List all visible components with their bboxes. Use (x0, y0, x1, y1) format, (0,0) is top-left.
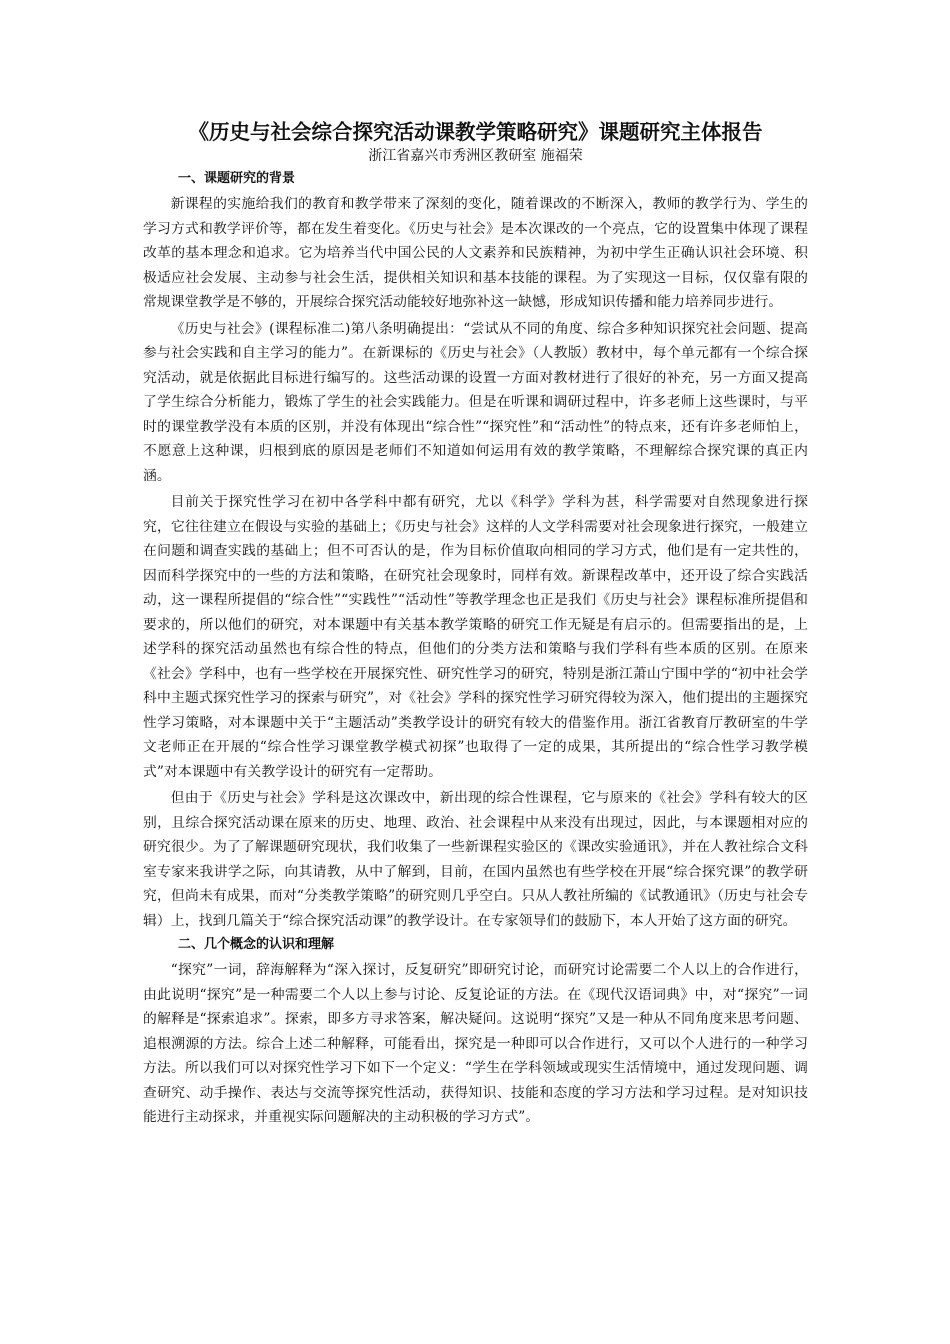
paragraph: 《历史与社会》(课程标准二)第八条明确提出：“尝试从不同的角度、综合多种知识探究社会问题、提高参与社会实践和自主学习的能力”。在新课标的《历史与社会》（人教版）教材中，每个单元都有一个综合探究活动，就是依据此目标进行编写的。这些活动课的设置一方面对教材进行了很好的补充，另一方面又提高了学生综合分析能力，锻炼了学生的社会实践能力。但是在听课和调研过程中，许多老师上这些课时，与平时的课堂教学没有本质的区别，并没有体现出“综合性”“探究性”和“活动性”的特点来，还有许多老师怕上，不愿意上这种课，归根到底的原因是老师们不知道如何运用有效的教学策略，不理解综合探究课的真正内涵。 (143, 320, 808, 484)
section-heading-concepts: 二、几个概念的认识和理解 (178, 937, 335, 952)
section-heading-background: 一、课题研究的背景 (178, 171, 296, 186)
document-page (143, 118, 808, 1130)
paragraph: 但由于《历史与社会》学科是这次课改中，新出现的综合性课程，它与原来的《社会》学科有较大的区别，且综合探究活动课在原来的历史、地理、政治、社会课程中从来没有出现过，因此，与本课题相对应的研究很少。为了了解课题研究现状，我们收集了一些新课程实验区的《课改实验通讯》，并在人教社综合文科室专家来我讲学之际，向其请教，从中了解到，目前，在国内虽然也有些学校在开展“综合探究课”的教学研究，但尚未有成果，而对“分类教学策略”的研究则几乎空白。只从人教社所编的《试教通讯》（历史与社会专辑）上，找到几篇关于“综合探究活动课”的教学设计。在专家领导们的鼓励下，本人开始了这方面的研究。 (143, 790, 808, 929)
paragraph: 新课程的实施给我们的教育和教学带来了深刻的变化，随着课改的不断深入，教师的教学行为、学生的学习方式和教学评价等，都在发生着变化。《历史与社会》是本次课改的一个亮点，它的设置集中体现了课程改革的基本理念和追求。它为培养当代中国公民的人文素养和民族精神，为初中学生正确认识社会环境、积极适应社会发展、主动参与社会生活，提供相关知识和基本技能的课程。为了实现这一目标，仅仅靠有限的常规课堂教学是不够的，开展综合探究活动能较好地弥补这一缺憾，形成知识传播和能力培养同步进行。 (143, 196, 808, 310)
document-title: 《历史与社会综合探究活动课教学策略研究》课题研究主体报告 (188, 120, 763, 144)
paragraph: “探究”一词，辞海解释为“深入探讨，反复研究”即研究讨论，而研究讨论需要二个人以上的合作进行，由此说明“探究”是一种需要二个人以上参与讨论、反复论证的方法。在《现代汉语词典》中，对“探究”一词的解释是“探索追求”。探索，即多方寻求答案，解决疑问。这说明“探究”又是一种从不同角度来思考问题、追根溯源的方法。综合上述二种解释，可能看出，探究是一种即可以合作进行，又可以个人进行的一种学习方法。所以我们可以对探究性学习下如下一个定义：“学生在学科领域或现实生活情境中，通过发现问题、调查研究、动手操作、表达与交流等探究性活动，获得知识、技能和态度的学习方法和学习过程。是对知识技能进行主动探求，并重视实际问题解决的主动积极的学习方式”。 (143, 962, 808, 1125)
document-author: 浙江省嘉兴市秀洲区教研室 施福荣 (368, 148, 583, 164)
paragraph: 目前关于探究性学习在初中各学科中都有研究，尤以《科学》学科为甚，科学需要对自然现象进行探究，它往往建立在假设与实验的基础上；《历史与社会》这样的人文学科需要对社会现象进行探究，一般建立在问题和调查实践的基础上；但不可否认的是，作为目标价值取向相同的学习方式，他们是有一定共性的，因而科学探究中的一些的方法和策略，在研究社会现象时，同样有效。新课程改革中，还开设了综合实践活动，这一课程所提倡的“综合性”“实践性”“活动性”等教学理念也正是我们《历史与社会》课程标准所提倡和要求的，所以他们的研究，对本课题中有关基本教学策略的研究工作无疑是有启示的。但需要指出的是，上述学科的探究活动虽然也有综合性的特点，但他们的分类方法和策略与我们学科有些本质的区别。在原来《社会》学科中，也有一些学校在开展探究性、研究性学习的研究，特别是浙江萧山宁围中学的“初中社会学科中主题式探究性学习的探索与研究”，对《社会》学科的探究性学习研究得较为深入，他们提出的主题探究性学习策略，对本课题中关于“主题活动”类教学设计的研究有较大的借鉴作用。浙江省教育厅教研室的牛学文老师正在开展的“综合性学习课堂教学模式初探”也取得了一定的成果，其所提出的“综合性学习教学模式”对本课题中有关教学设计的研究有一定帮助。 (143, 494, 808, 780)
